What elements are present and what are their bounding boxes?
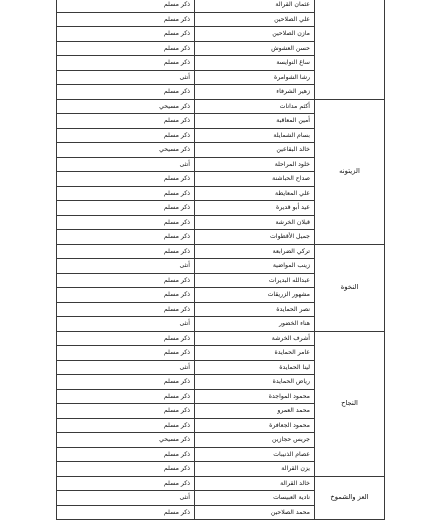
candidate-name: حسن العشوش [195,41,315,56]
candidate-category: ذكر مسلم [57,244,195,259]
candidate-name: علي الصلاحين [195,12,315,27]
candidate-name: نصر الحمايدة [195,302,315,317]
candidate-name: عثمان القرالة [195,0,315,12]
candidate-name: جريس حجازين [195,433,315,448]
candidate-name: محمود الجعافرة [195,418,315,433]
list-group-name: النجاح [315,331,385,476]
candidate-category: ذكر مسلم [57,273,195,288]
candidate-name: مازن الصلاحين [195,27,315,42]
candidate-name: علي المعايطة [195,186,315,201]
candidate-category: ذكر مسلم [57,114,195,129]
candidate-category: أنثى [57,70,195,85]
candidate-category: ذكر مسلم [57,172,195,187]
candidate-category: ذكر مسلم [57,447,195,462]
candidate-category: ذكر مسلم [57,505,195,520]
candidate-category: ذكر مسلم [57,0,195,12]
candidate-category: ذكر مسلم [57,230,195,245]
table-row [57,99,385,114]
candidate-category: ذكر مسلم [57,85,195,100]
candidate-category: ذكر مسلم [57,27,195,42]
candidate-name: عامر الحمايدة [195,346,315,361]
candidate-name: خلود المراحلة [195,157,315,172]
table-row [57,476,385,491]
candidate-category: ذكر مسلم [57,462,195,477]
candidate-category: أنثى [57,360,195,375]
table-row [57,244,385,259]
candidate-category: ذكر مسلم [57,389,195,404]
candidate-category: ذكر مسلم [57,41,195,56]
candidate-name: ساغ النوايسة [195,56,315,71]
table-body [57,0,385,520]
candidate-name: تركي الضرابعة [195,244,315,259]
candidate-name: هناء الخضور [195,317,315,332]
candidate-category: ذكر مسلم [57,418,195,433]
candidate-name: محمود المواجدة [195,389,315,404]
candidate-category: أنثى [57,157,195,172]
candidates-table [56,0,385,520]
candidate-category: أنثى [57,491,195,506]
table-row [57,0,385,12]
candidate-name: قبلان الخرشة [195,215,315,230]
list-group-name: الزيتونه [315,99,385,244]
candidate-category: ذكر مسلم [57,186,195,201]
candidate-name: محمد العمرو [195,404,315,419]
list-group-name: النخوة [315,244,385,331]
candidate-category: ذكر مسلم [57,128,195,143]
candidate-name: رياض الحمايدة [195,375,315,390]
candidate-category: ذكر مسلم [57,346,195,361]
candidate-category: ذكر مسلم [57,288,195,303]
candidate-name: عيد أبو قديرة [195,201,315,216]
candidate-name: لينا الحمايدة [195,360,315,375]
candidate-category: ذكر مسيحي [57,99,195,114]
list-group-name: العز والشموخ [315,476,385,520]
list-group-name [315,0,385,99]
candidate-category: ذكر مسلم [57,331,195,346]
candidate-name: عصام الذنيبات [195,447,315,462]
candidate-category: ذكر مسيحي [57,143,195,158]
candidate-name: مشهور الزريقات [195,288,315,303]
table-row [57,331,385,346]
candidate-name: نادية العبيسات [195,491,315,506]
candidate-category: ذكر مسلم [57,12,195,27]
candidate-name: أكثم مدانات [195,99,315,114]
candidate-category: ذكر مسلم [57,404,195,419]
candidate-name: زهير الشرفاء [195,85,315,100]
candidate-name: خالد البقاعين [195,143,315,158]
candidate-category: أنثى [57,317,195,332]
candidate-name: أمين المعاقبة [195,114,315,129]
candidate-name: زينب المواضية [195,259,315,274]
candidate-category: ذكر مسلم [57,215,195,230]
candidate-name: جميل الأقطوات [195,230,315,245]
candidate-name: صداح الحباشنة [195,172,315,187]
candidate-name: رشا الشوامرة [195,70,315,85]
candidate-category: أنثى [57,259,195,274]
candidate-name: عبدالله البديرات [195,273,315,288]
candidate-category: ذكر مسلم [57,476,195,491]
candidate-name: أشرف الخرشة [195,331,315,346]
candidate-category: ذكر مسلم [57,56,195,71]
candidate-name: خالد القرالة [195,476,315,491]
candidate-name: محمد الصلاحين [195,505,315,520]
candidate-category: ذكر مسلم [57,201,195,216]
candidate-name: بسام الشمايلة [195,128,315,143]
candidate-category: ذكر مسيحي [57,433,195,448]
candidate-category: ذكر مسلم [57,375,195,390]
candidate-category: ذكر مسلم [57,302,195,317]
candidate-name: يزن القرالة [195,462,315,477]
